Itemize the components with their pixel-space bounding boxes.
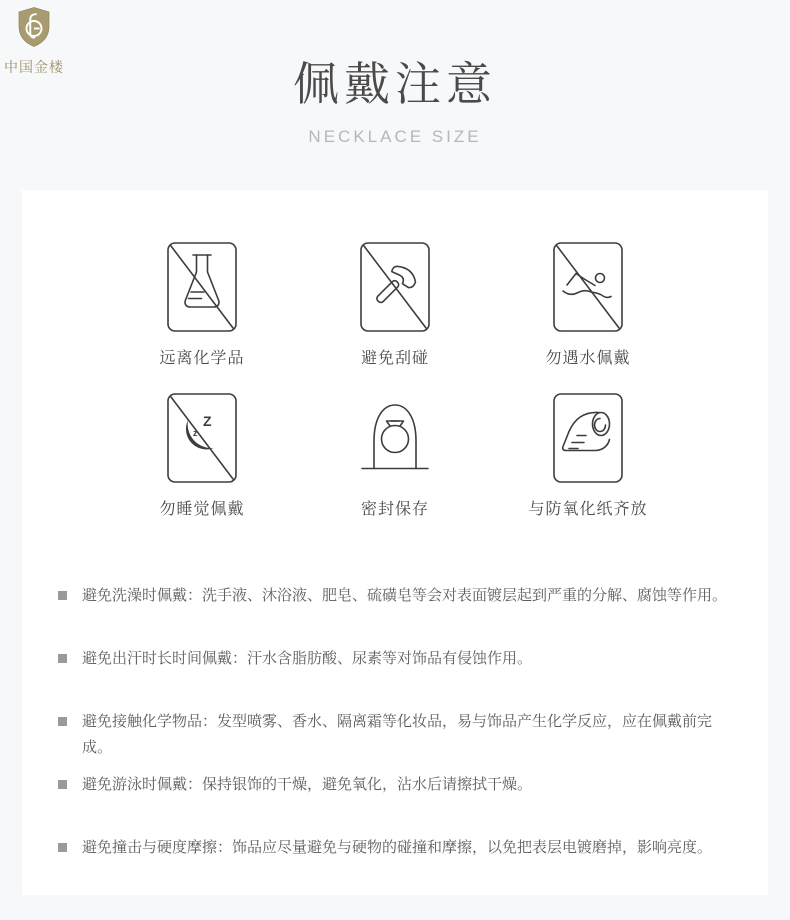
header [0, 48, 790, 147]
note-item [58, 583, 734, 635]
content-card [22, 190, 768, 895]
icon-label: 密封保存 [360, 501, 429, 518]
note-text: 避免游泳时佩戴：保持银饰的干燥，避免氧化，沾水后请擦拭干燥。 [82, 776, 533, 793]
sealed-storage-icon [360, 393, 430, 483]
bullet-square-icon [58, 717, 67, 726]
care-item-scratch [299, 242, 492, 368]
care-notes-list [58, 583, 734, 887]
icon-label: 与防氧化纸齐放 [528, 501, 648, 518]
note-item [58, 709, 734, 761]
anti-oxidation-paper-icon [553, 393, 623, 483]
no-swimming-icon [553, 242, 623, 332]
note-text: 避免接触化学物品：发型喷雾、香水、隔离霜等化妆品，易与饰品产生化学反应，应在佩戴前完成。 [82, 713, 713, 756]
bullet-square-icon [58, 843, 67, 852]
svg-text:Z: Z [203, 413, 212, 429]
icon-label: 勿睡觉佩戴 [159, 501, 245, 518]
page-subtitle: NECKLACE SIZE [308, 127, 482, 146]
svg-text:z: z [193, 428, 198, 438]
bullet-square-icon [58, 591, 67, 600]
note-item [58, 646, 734, 698]
icon-label: 避免刮碰 [360, 350, 429, 367]
care-item-paper [492, 393, 685, 519]
care-item-water [492, 242, 685, 368]
note-item [58, 772, 734, 824]
care-item-sealed [299, 393, 492, 519]
icon-label: 勿遇水佩戴 [545, 350, 631, 367]
care-item-chemicals [106, 242, 299, 368]
icon-row-1 [22, 190, 768, 368]
brand-name: 中国金楼 [4, 59, 64, 75]
note-item [58, 835, 734, 887]
note-text: 避免洗澡时佩戴：洗手液、沐浴液、肥皂、硫磺皂等会对表面镀层起到严重的分解、腐蚀等作用。 [82, 587, 728, 604]
note-text: 避免撞击与硬度摩擦：饰品应尽量避免与硬物的碰撞和摩擦，以免把表层电镀磨掉，影响亮度。 [82, 839, 713, 856]
gold-shield-icon [16, 6, 52, 48]
page-title: 佩戴注意 [293, 58, 497, 110]
note-text: 避免出汗时长时间佩戴：汗水含脂肪酸、尿素等对饰品有侵蚀作用。 [82, 650, 533, 667]
icon-row-2 [22, 393, 768, 519]
no-sleeping-icon [167, 393, 237, 483]
care-item-sleep [106, 393, 299, 519]
bullet-square-icon [58, 780, 67, 789]
icon-label: 远离化学品 [159, 350, 245, 367]
no-scratch-hammer-icon [360, 242, 430, 332]
bullet-square-icon [58, 654, 67, 663]
no-chemicals-icon [167, 242, 237, 332]
